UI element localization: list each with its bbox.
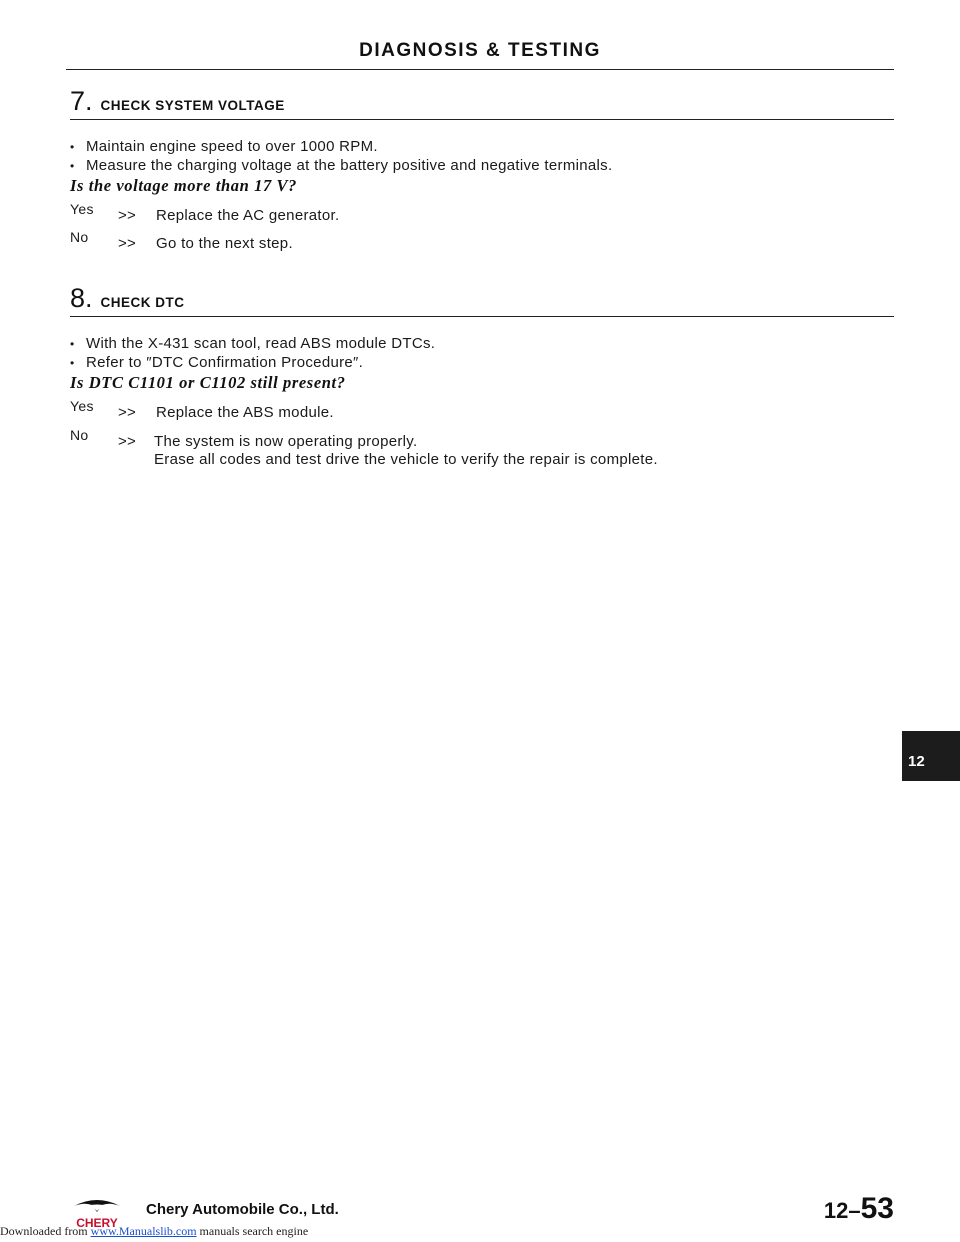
logo-wordmark: CHERY: [76, 1216, 118, 1230]
chapter-tab-label: 12: [908, 753, 925, 770]
answer-arrow: >>: [118, 235, 137, 252]
step-title: CHECK SYSTEM VOLTAGE: [100, 98, 285, 113]
step-8-heading: [70, 285, 185, 312]
list-item: [70, 137, 612, 156]
list-item: [70, 156, 612, 175]
page-header-title: DIAGNOSIS & TESTING: [359, 40, 601, 61]
step-title: CHECK DTC: [100, 295, 185, 310]
chapter-tab: [902, 731, 960, 781]
bullet-icon: •: [70, 159, 75, 173]
step-7-question: Is the voltage more than 17 V?: [70, 176, 298, 195]
page-number: [824, 1192, 894, 1226]
step-number: 8.: [70, 283, 93, 313]
answer-key: No: [70, 229, 89, 245]
answer-arrow: >>: [118, 207, 137, 224]
answer-text: Go to the next step.: [156, 235, 293, 252]
company-name: Chery Automobile Co., Ltd.: [146, 1201, 339, 1218]
page-chapter: 12–: [823, 1198, 861, 1223]
page-digits: 53: [860, 1192, 894, 1225]
bullet-text: With the X-431 scan tool, read ABS module DTCs.: [86, 335, 436, 352]
step-number: 7.: [70, 86, 93, 116]
step-7-bullets: [70, 137, 612, 175]
download-notice: [0, 1224, 308, 1239]
download-prefix: Downloaded from: [0, 1224, 91, 1238]
list-item: [70, 334, 435, 353]
answer-arrow: >>: [118, 433, 137, 450]
step-8-rule: [70, 316, 894, 317]
manualslib-link[interactable]: www.Manualslib.com: [90, 1224, 197, 1238]
bullet-text: Maintain engine speed to over 1000 RPM.: [86, 138, 378, 155]
step-8-bullets: [70, 334, 435, 372]
list-item: [70, 353, 435, 372]
header-rule: [66, 69, 894, 70]
answer-arrow: >>: [118, 404, 137, 421]
bullet-icon: •: [70, 356, 75, 370]
download-suffix: manuals search engine: [196, 1224, 309, 1238]
answer-key: Yes: [70, 398, 94, 414]
answer-text: Replace the ABS module.: [156, 404, 334, 421]
answer-key: Yes: [70, 201, 94, 217]
bullet-text: Measure the charging voltage at the battery positive and negative terminals.: [86, 157, 613, 174]
step-7-heading: [70, 88, 285, 115]
answer-text: The system is now operating properly.: [154, 433, 418, 450]
bullet-text: Refer to ″DTC Confirmation Procedure″.: [86, 354, 364, 371]
step-8-question: Is DTC C1101 or C1102 still present?: [70, 373, 346, 392]
answer-text-continued: Erase all codes and test drive the vehicle to verify the repair is complete.: [154, 451, 658, 468]
answer-key: No: [70, 427, 89, 443]
step-7-rule: [70, 119, 894, 120]
answer-text: Replace the AC generator.: [156, 207, 340, 224]
bullet-icon: •: [70, 140, 75, 154]
bullet-icon: •: [70, 337, 75, 351]
